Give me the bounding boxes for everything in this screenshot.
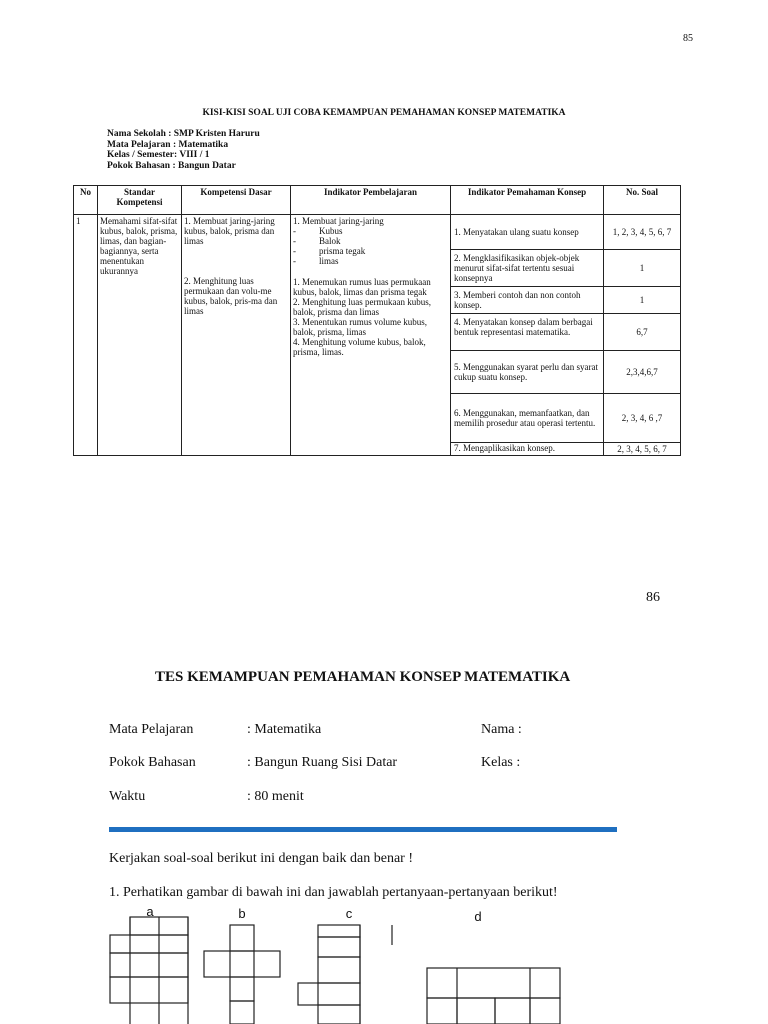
label-kelas: Kelas : bbox=[481, 755, 521, 770]
soal-6: 2, 3, 4, 6 ,7 bbox=[604, 394, 681, 443]
figure-label-a: a bbox=[146, 905, 154, 919]
meta-class: Kelas / Semester: VIII / 1 bbox=[107, 150, 210, 160]
label-pokok-bahasan: Pokok Bahasan bbox=[109, 755, 196, 770]
header-no-soal: No. Soal bbox=[604, 186, 681, 215]
test-title: TES KEMAMPUAN PEMAHAMAN KONSEP MATEMATIKA bbox=[155, 669, 571, 685]
kompetensi-dasar-2: 2. Menghitung luas permukaan dan volu-me kubus, balok, pris-ma dan limas bbox=[184, 276, 278, 316]
kompetensi-dasar-1: 1. Membuat jaring-jaring kubus, balok, prisma dan limas bbox=[184, 216, 275, 246]
meta-topic: Pokok Bahasan : Bangun Datar bbox=[107, 160, 236, 171]
pemahaman-6: 6. Menggunakan, memanfaatkan, dan memilih prosedur atau operasi tertentu. bbox=[451, 394, 604, 443]
table-row bbox=[74, 215, 681, 250]
figure-label-d: d bbox=[474, 909, 482, 924]
indikator-intro: 1. Membuat jaring-jaring bbox=[293, 216, 384, 226]
pemahaman-3: 3. Memberi contoh dan non contoh konsep. bbox=[451, 287, 604, 314]
header-no: No bbox=[74, 186, 98, 215]
soal-1: 1, 2, 3, 4, 5, 6, 7 bbox=[604, 215, 681, 250]
value-mata-pelajaran: : Matematika bbox=[247, 722, 322, 737]
pemahaman-1: 1. Menyatakan ulang suatu konsep bbox=[451, 215, 604, 250]
soal-3: 1 bbox=[604, 287, 681, 314]
page-number: 85 bbox=[683, 33, 693, 44]
page-number-2: 86 bbox=[646, 590, 660, 605]
school-meta bbox=[107, 129, 260, 171]
header-kompetensi: Kompetensi Dasar bbox=[182, 186, 291, 215]
kisi-kisi-table bbox=[73, 185, 681, 456]
soal-2: 1 bbox=[604, 250, 681, 287]
instruction-text: Kerjakan soal-soal berikut ini dengan baik dan benar ! bbox=[109, 851, 414, 866]
divider-bar bbox=[109, 827, 617, 832]
net-d bbox=[427, 968, 560, 1024]
cube-nets-figure bbox=[100, 905, 630, 1024]
question-1: 1. Perhatikan gambar di bawah ini dan jawablah pertanyaan-pertanyaan berikut! bbox=[109, 885, 558, 900]
soal-4: 6,7 bbox=[604, 314, 681, 351]
net-a bbox=[110, 917, 188, 1024]
pemahaman-4: 4. Menyatakan konsep dalam berbagai bentuk representasi matematika. bbox=[451, 314, 604, 351]
figure-label-c: c bbox=[345, 906, 353, 921]
figure-label-b: b bbox=[238, 906, 246, 921]
indikator-sublist bbox=[293, 226, 448, 266]
page-title: KISI-KISI SOAL UJI COBA KEMAMPUAN PEMAHAMAN KONSEP MATEMATIKA bbox=[202, 108, 566, 118]
meta-subject: Mata Pelajaran : Matematika bbox=[107, 139, 229, 150]
net-b bbox=[204, 925, 280, 1024]
pemahaman-2: 2. Mengklasifikasikan objek-objek menurut sifat-sifat tertentu sesuai konsepnya bbox=[451, 250, 604, 287]
table-header-row bbox=[74, 186, 681, 215]
list-item: - prisma tegak bbox=[293, 246, 366, 256]
cell-standar-kompetensi: Memahami sifat-sifat kubus, balok, prisma, limas, dan bagian-bagiannya, serta menentukan ukurannya bbox=[98, 215, 182, 456]
header-standar: Standar Kompetensi bbox=[98, 186, 182, 215]
value-waktu: : 80 menit bbox=[247, 789, 304, 804]
list-item: - Balok bbox=[293, 236, 341, 246]
indikator-item: 2. Menghitung luas permukaan kubus, balok, prisma dan limas bbox=[293, 297, 431, 317]
indikator-item: 4. Menghitung volume kubus, balok, prisma, limas. bbox=[293, 337, 426, 357]
indikator-item: 3. Menentukan rumus volume kubus, balok, prisma, limas bbox=[293, 317, 427, 337]
pemahaman-5: 5. Menggunakan syarat perlu dan syarat cukup suatu konsep. bbox=[451, 351, 604, 394]
label-mata-pelajaran: Mata Pelajaran bbox=[109, 722, 194, 737]
meta-school: Nama Sekolah : SMP Kristen Haruru bbox=[107, 129, 260, 139]
cell-no: 1 bbox=[74, 215, 98, 456]
soal-7: 2, 3, 4, 5, 6, 7 bbox=[604, 443, 681, 456]
label-nama: Nama : bbox=[481, 722, 522, 737]
list-item: - Kubus bbox=[293, 226, 343, 236]
header-indikator-pemahaman: Indikator Pemahaman Konsep bbox=[451, 186, 604, 215]
header-indikator-pembelajaran: Indikator Pembelajaran bbox=[291, 186, 451, 215]
indikator-item: 1. Menemukan rumus luas permukaan kubus, balok, limas dan prisma tegak bbox=[293, 277, 431, 297]
cell-indikator-pembelajaran bbox=[291, 215, 451, 456]
list-item: - limas bbox=[293, 256, 339, 266]
soal-5: 2,3,4,6,7 bbox=[604, 351, 681, 394]
label-waktu: Waktu bbox=[109, 789, 146, 804]
net-c bbox=[298, 925, 392, 1024]
pemahaman-7: 7. Mengaplikasikan konsep. bbox=[451, 443, 604, 456]
cell-kompetensi-dasar bbox=[182, 215, 291, 456]
value-pokok-bahasan: : Bangun Ruang Sisi Datar bbox=[247, 755, 398, 770]
